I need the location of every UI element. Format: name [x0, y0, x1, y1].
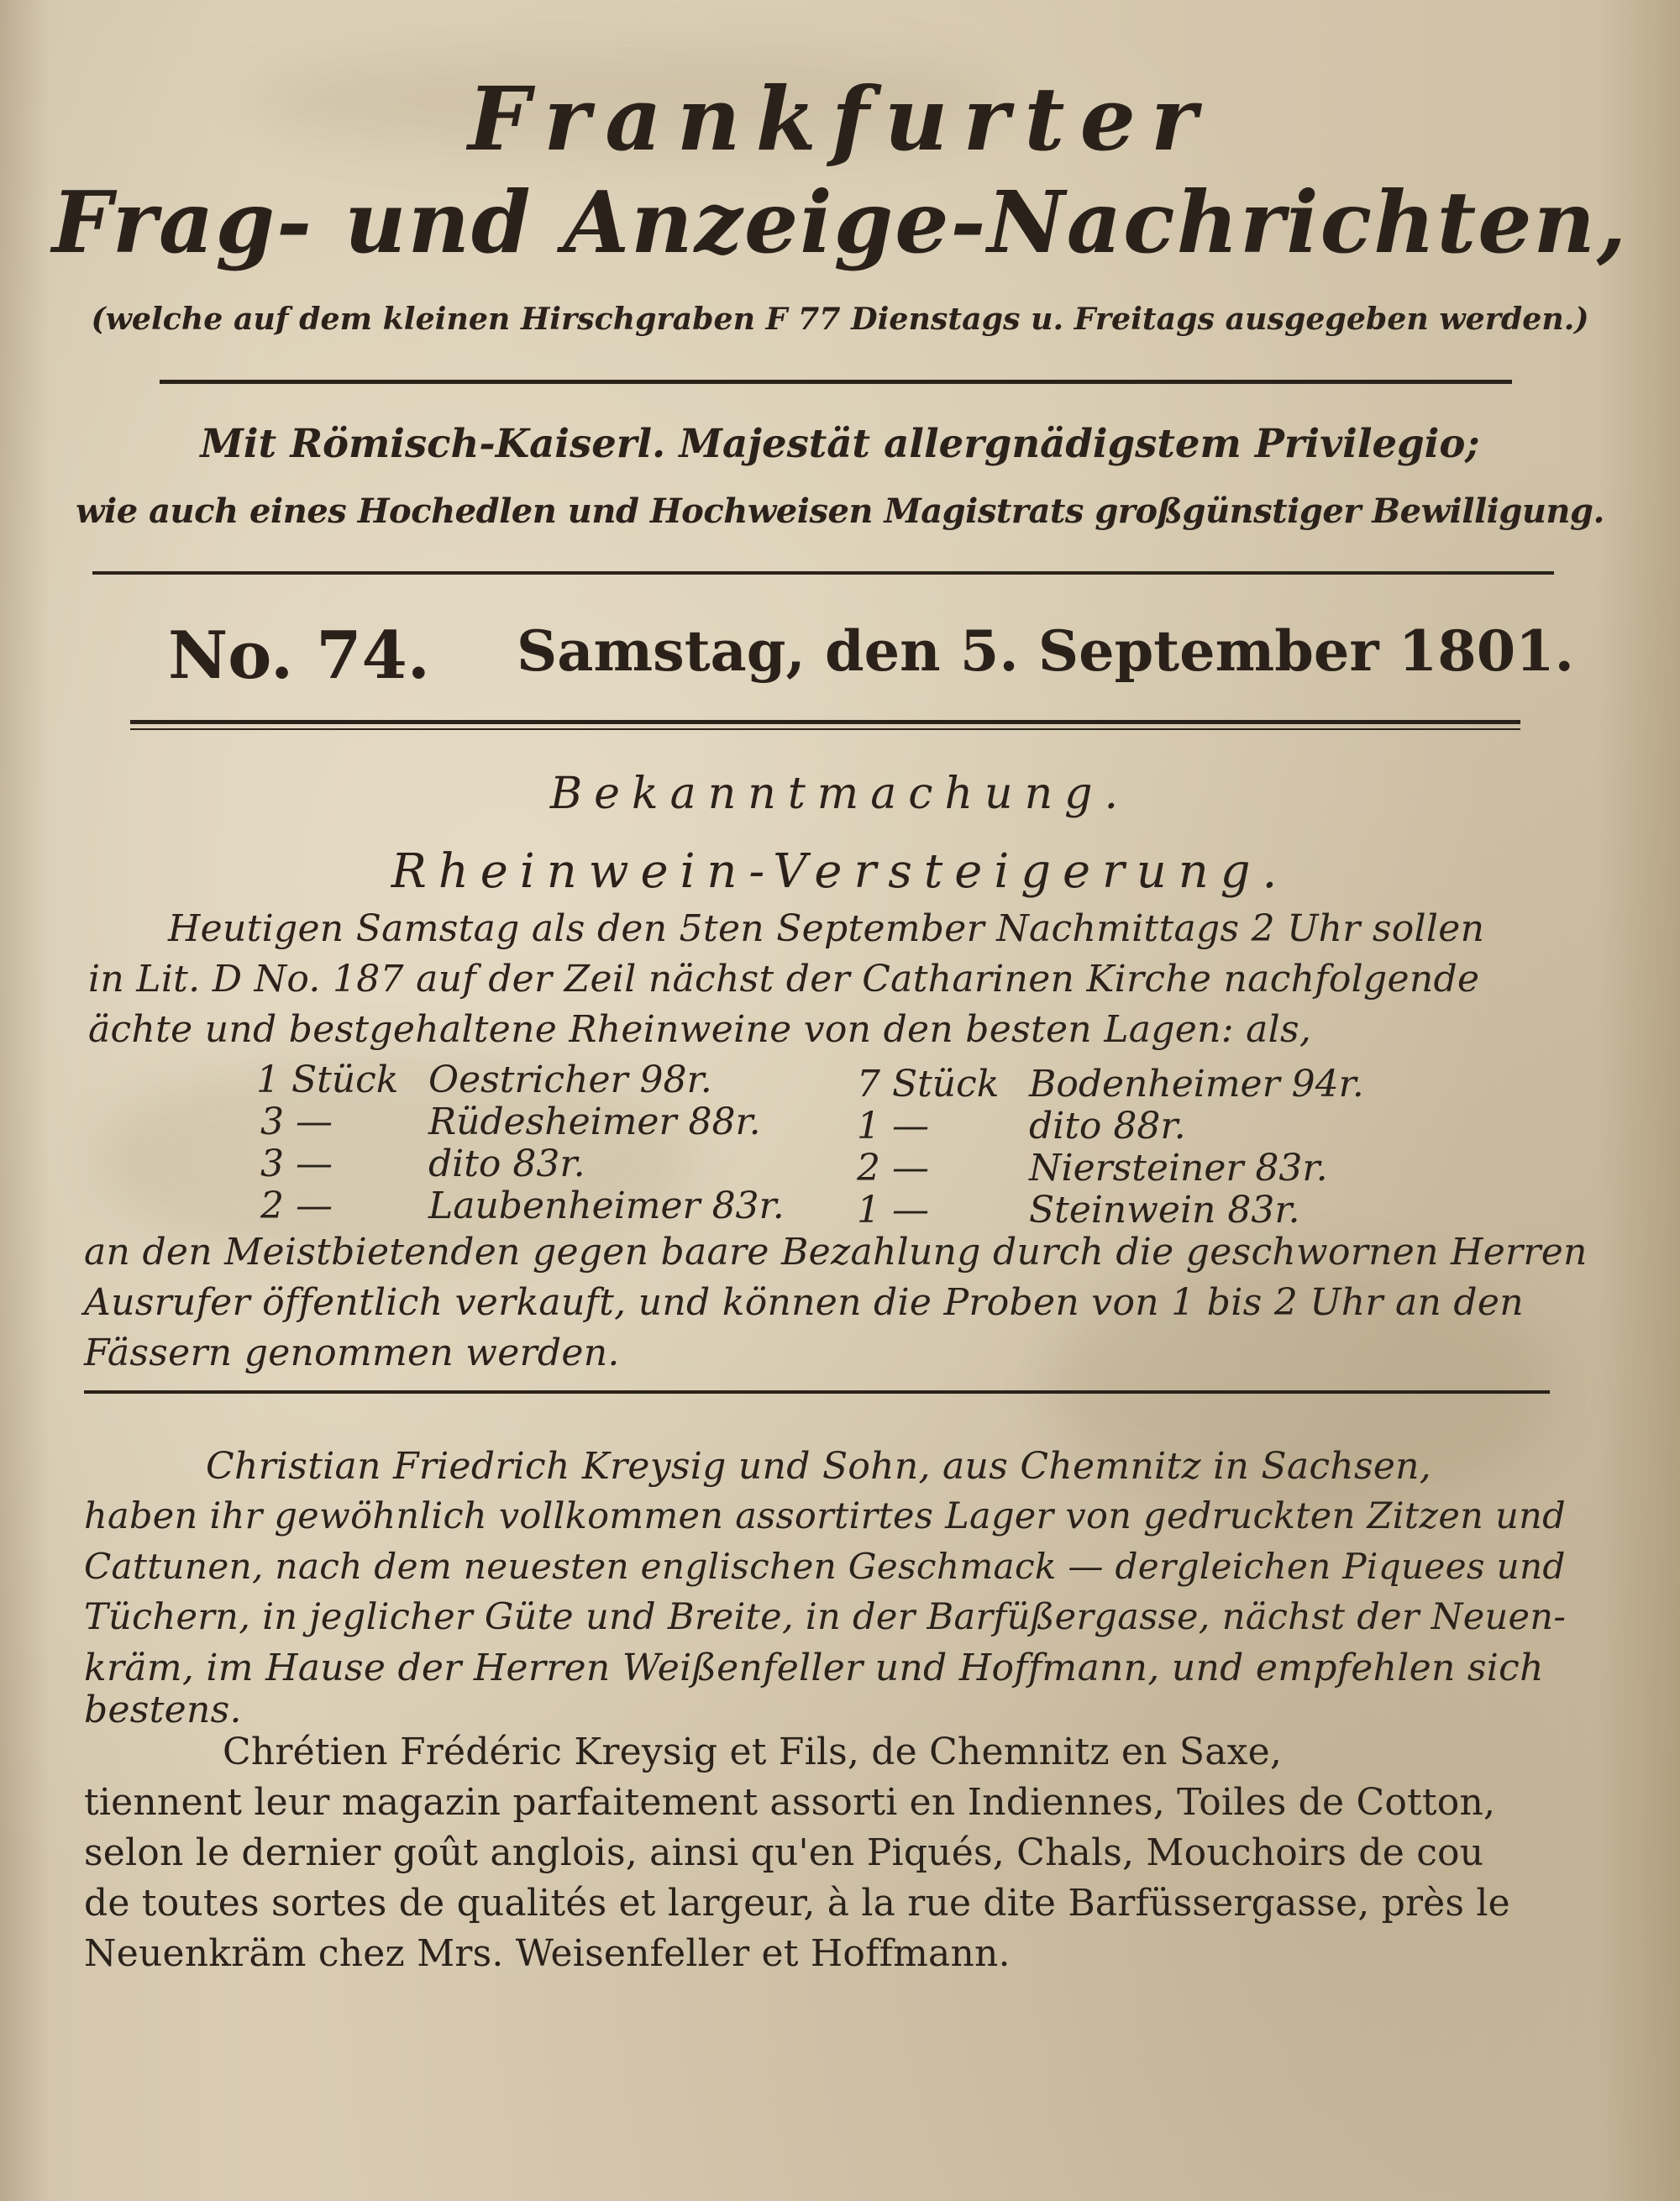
advert-fr-line: Chrétien Frédéric Kreysig et Fils, de Chemnitz en Saxe, [223, 1731, 1283, 1773]
advert-fr-line: tiennent leur magazin parfaitement assorti en Indiennes, Toiles de Cotton, [84, 1781, 1496, 1824]
announcement-closing-line: an den Meistbietenden gegen baare Bezahlung durch die geschwornen Herren [84, 1231, 1588, 1274]
wine-qty: 3 — [260, 1143, 333, 1185]
announcement-closing-line: Ausrufer öffentlich verkauft, und können die Proben von 1 bis 2 Uhr an den [84, 1281, 1524, 1324]
announcement-heading: Bekanntmachung. [549, 769, 1131, 819]
divider-rule [92, 571, 1554, 575]
wine-name: dito 88r. [1029, 1105, 1186, 1148]
wine-name: Rüdesheimer 88r. [428, 1100, 761, 1143]
wine-qty: 1 Stück [256, 1058, 399, 1101]
wine-qty: 1 — [857, 1189, 929, 1232]
wine-name: Bodenheimer 94r. [1029, 1063, 1364, 1106]
advert-de-line: kräm, im Hause der Herren Weißenfeller und Hoffmann, und empfehlen sich [84, 1647, 1544, 1689]
wine-name: Niersteiner 83r. [1029, 1147, 1328, 1190]
masthead-title-line2: Frag- und Anzeige-Nachrichten, [51, 172, 1629, 272]
wine-qty: 2 — [857, 1147, 929, 1190]
masthead-title-line1: Frankfurter [468, 67, 1212, 171]
divider-rule [84, 1390, 1550, 1394]
masthead-subtitle: (welche auf dem kleinen Hirschgraben F 77 Dienstags u. Freitags ausgegeben werden.) [91, 301, 1589, 337]
advert-fr-line: Neuenkräm chez Mrs. Weisenfeller et Hoffmann. [84, 1932, 1011, 1975]
wine-name: Oestricher 98r. [428, 1058, 712, 1101]
issue-number: No. 74. [168, 617, 430, 694]
wine-name: Laubenheimer 83r. [428, 1185, 785, 1227]
divider-rule [130, 720, 1520, 724]
privilege-line1: Mit Römisch-Kaiserl. Majestät allergnädigstem Privilegio; [200, 420, 1480, 466]
advert-de-line: Tüchern, in jeglicher Güte und Breite, in der Barfüßergasse, nächst der Neuen- [84, 1596, 1567, 1638]
wine-name: dito 83r. [428, 1143, 585, 1185]
advert-fr-line: selon le dernier goût anglois, ainsi qu'en Piqués, Chals, Mouchoirs de cou [84, 1831, 1484, 1874]
advert-fr-line: de toutes sortes de qualités et largeur, à la rue dite Barfüssergasse, près le [84, 1882, 1510, 1925]
divider-rule [130, 728, 1520, 730]
advert-de-line: haben ihr gewöhnlich vollkommen assortirtes Lager von gedruckten Zitzen und [84, 1495, 1566, 1537]
announcement-closing-line: Fässern genommen werden. [84, 1332, 620, 1374]
advert-de-line: Christian Friedrich Kreysig und Sohn, aus Chemnitz in Sachsen, [206, 1445, 1432, 1488]
advert-de-line: Cattunen, nach dem neuesten englischen Geschmack — dergleichen Piquees und [84, 1546, 1566, 1587]
announcement-subheading: Rheinwein-Versteigerung. [391, 844, 1289, 899]
wine-qty: 3 — [260, 1100, 333, 1143]
divider-rule [160, 380, 1512, 384]
issue-date: Samstag, den 5. September 1801. [517, 617, 1574, 684]
wine-qty: 2 — [260, 1185, 333, 1227]
announcement-intro-line: ächte und bestgehaltene Rheinweine von den besten Lagen: als, [88, 1008, 1312, 1051]
announcement-intro-line: Heutigen Samstag als den 5ten September Nachmittags 2 Uhr sollen [168, 907, 1485, 950]
advert-de-line: bestens. [84, 1689, 242, 1731]
announcement-intro-line: in Lit. D No. 187 auf der Zeil nächst der Catharinen Kirche nachfolgende [88, 958, 1480, 1001]
privilege-line2: wie auch eines Hochedlen und Hochweisen Magistrats großgünstiger Bewilligung. [76, 491, 1604, 531]
wine-qty: 7 Stück [857, 1063, 1000, 1106]
wine-qty: 1 — [857, 1105, 929, 1148]
wine-name: Steinwein 83r. [1029, 1189, 1300, 1232]
